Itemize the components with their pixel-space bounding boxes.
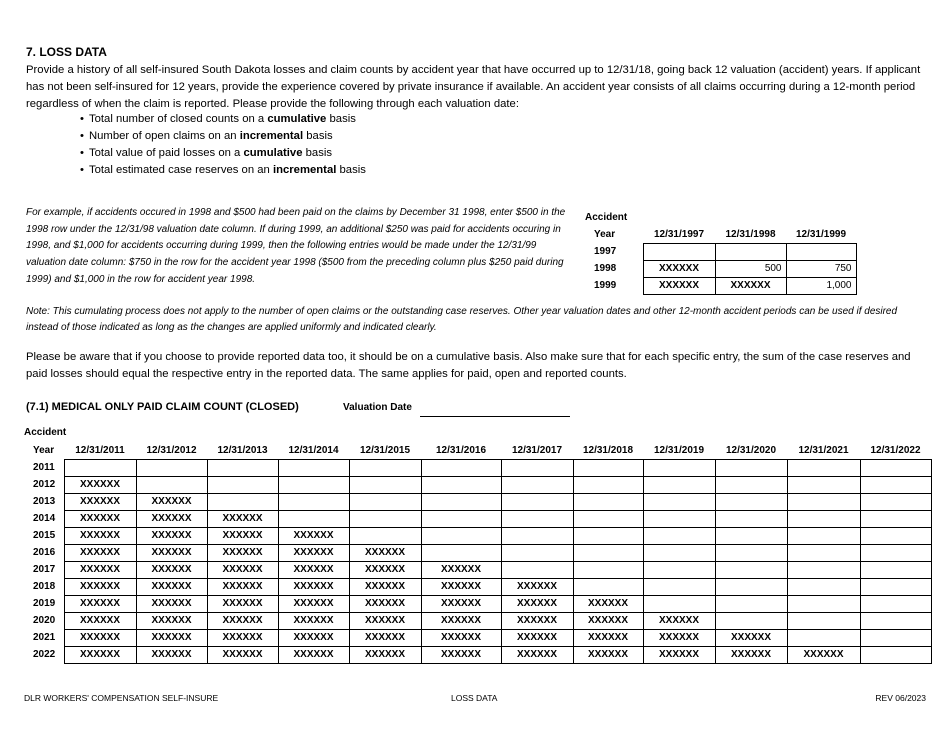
masked-cell: XXXXXX [421, 578, 501, 595]
masked-cell: XXXXXX [64, 527, 136, 544]
loss-row-year: 2012 [33, 479, 56, 490]
masked-cell: XXXXXX [278, 595, 349, 612]
subsection-heading: (7.1) MEDICAL ONLY PAID CLAIM COUNT (CLOSED) [26, 401, 299, 413]
intro-paragraph: Provide a history of all self-insured South Dakota losses and claim counts by accident year that have occurred up to 12/31/18, going back 12 valuation (accident) years. If applicant has not been self-insured for 12 years, provide the experience covered by private insurance if available. An accident year consists of all claims occurring during a 12-month period regardless of when the claim is reported. Please provide the following through each valuation date: [26, 64, 921, 110]
example-cell: XXXXXX [715, 277, 786, 294]
entry-cell[interactable] [349, 527, 421, 544]
entry-cell[interactable] [787, 459, 860, 476]
footer-right: REV 06/2023 [875, 693, 926, 703]
masked-cell: XXXXXX [136, 527, 207, 544]
entry-cell[interactable] [860, 629, 931, 646]
requirement-item: • Total value of paid losses on a cumulative basis [80, 145, 366, 162]
masked-cell: XXXXXX [136, 646, 207, 663]
example-cell: 750 [786, 260, 856, 277]
masked-cell: XXXXXX [207, 561, 278, 578]
entry-cell[interactable] [643, 578, 715, 595]
masked-cell: XXXXXX [64, 544, 136, 561]
loss-row-year: 2019 [33, 598, 56, 609]
masked-cell: XXXXXX [207, 612, 278, 629]
entry-cell[interactable] [573, 544, 643, 561]
masked-cell: XXXXXX [207, 595, 278, 612]
loss-row [24, 561, 931, 578]
entry-cell[interactable] [64, 459, 136, 476]
example-cell: XXXXXX [643, 260, 715, 277]
loss-column-header: 12/31/2015 [359, 444, 411, 456]
loss-row-year: 2018 [33, 581, 56, 592]
loss-row [24, 493, 931, 510]
loss-row [24, 544, 931, 561]
masked-cell: XXXXXX [643, 646, 715, 663]
entry-cell[interactable] [207, 493, 278, 510]
entry-cell[interactable] [787, 544, 860, 561]
example-table [585, 226, 857, 295]
masked-cell: XXXXXX [643, 629, 715, 646]
entry-cell[interactable] [349, 459, 421, 476]
masked-cell: XXXXXX [278, 578, 349, 595]
entry-cell[interactable] [715, 578, 787, 595]
loss-column-header: 12/31/2016 [435, 444, 487, 456]
entry-cell[interactable] [501, 476, 573, 493]
masked-cell: XXXXXX [136, 510, 207, 527]
entry-cell[interactable] [421, 493, 501, 510]
section-heading: 7. LOSS DATA [26, 45, 107, 59]
loss-header-row [24, 442, 931, 459]
masked-cell: XXXXXX [136, 629, 207, 646]
masked-cell: XXXXXX [64, 578, 136, 595]
footer-left: DLR WORKERS' COMPENSATION SELF-INSURE [24, 693, 219, 703]
entry-cell[interactable] [787, 578, 860, 595]
example-column-header: 12/31/1997 [653, 228, 705, 240]
example-cell [715, 243, 786, 260]
requirement-item: • Total number of closed counts on a cumulative basis [80, 111, 366, 128]
masked-cell: XXXXXX [207, 646, 278, 663]
entry-cell[interactable] [643, 527, 715, 544]
entry-cell[interactable] [787, 629, 860, 646]
entry-cell[interactable] [278, 493, 349, 510]
example-cell: 1,000 [786, 277, 856, 294]
masked-cell: XXXXXX [349, 612, 421, 629]
loss-row [24, 459, 931, 476]
entry-cell[interactable] [860, 476, 931, 493]
masked-cell: XXXXXX [64, 561, 136, 578]
loss-row-year: 2013 [33, 496, 56, 507]
entry-cell[interactable] [715, 493, 787, 510]
entry-cell[interactable] [787, 510, 860, 527]
masked-cell: XXXXXX [715, 629, 787, 646]
loss-year-header: Year [33, 445, 55, 456]
example-row [585, 260, 856, 277]
masked-cell: XXXXXX [421, 646, 501, 663]
example-cell [643, 243, 715, 260]
example-paragraph: For example, if accidents occured in 1998 and $500 had been paid on the claims by December 31 1998, enter $500 in the 1998 row under the 12/31/98 valuation date column. If during 1999, an additional $250 was paid for accidents occuring in 1998, and $1,000 for accidents occurring during 1999, then the following entries would be made under the 12/31/99 valuation date column: $750 in the row for the accident year 1998 ($500 from the preceding column plus $250 paid during 1999) and $1,000 in the row for accident year 1998. [26, 207, 566, 285]
masked-cell: XXXXXX [207, 578, 278, 595]
entry-cell[interactable] [573, 459, 643, 476]
masked-cell: XXXXXX [421, 595, 501, 612]
loss-row [24, 578, 931, 595]
masked-cell: XXXXXX [349, 544, 421, 561]
entry-cell[interactable] [421, 510, 501, 527]
entry-cell[interactable] [501, 561, 573, 578]
masked-cell: XXXXXX [278, 527, 349, 544]
loss-row [24, 612, 931, 629]
entry-cell[interactable] [421, 544, 501, 561]
entry-cell[interactable] [715, 527, 787, 544]
entry-cell[interactable] [643, 544, 715, 561]
example-accident-header: Accident [585, 212, 628, 223]
masked-cell: XXXXXX [207, 510, 278, 527]
entry-cell[interactable] [501, 459, 573, 476]
requirement-item: • Total estimated case reserves on an incremental basis [80, 162, 366, 179]
loss-column-header: 12/31/2011 [75, 444, 125, 456]
loss-row-year: 2020 [33, 615, 56, 626]
masked-cell: XXXXXX [64, 476, 136, 493]
example-row [585, 243, 856, 260]
loss-row-year: 2014 [33, 513, 56, 524]
loss-column-header: 12/31/2021 [798, 444, 849, 456]
example-column-header: 12/31/1999 [795, 228, 847, 240]
masked-cell: XXXXXX [421, 561, 501, 578]
masked-cell: XXXXXX [64, 595, 136, 612]
entry-cell[interactable] [860, 544, 931, 561]
loss-row-year: 2022 [33, 649, 56, 660]
masked-cell: XXXXXX [136, 561, 207, 578]
entry-cell[interactable] [278, 476, 349, 493]
masked-cell: XXXXXX [136, 578, 207, 595]
footer-center: LOSS DATA [451, 693, 498, 703]
masked-cell: XXXXXX [64, 646, 136, 663]
masked-cell: XXXXXX [643, 612, 715, 629]
loss-column-header: 12/31/2019 [653, 444, 705, 456]
requirement-item: • Number of open claims on an incremental basis [80, 128, 366, 145]
loss-row-year: 2015 [33, 530, 56, 541]
loss-row [24, 646, 931, 663]
reported-data-paragraph: Please be aware that if you choose to provide reported data too, it should be on a cumulative basis. Also make sure that for each specific entry, the sum of the case reserves and paid losses should equal the respective entry in the reported data. The same applies for paid, open and reported counts. [26, 351, 911, 380]
masked-cell: XXXXXX [64, 612, 136, 629]
entry-cell[interactable] [715, 544, 787, 561]
example-cell: XXXXXX [643, 277, 715, 294]
entry-cell[interactable] [136, 476, 207, 493]
loss-row-year: 2021 [33, 632, 56, 643]
masked-cell: XXXXXX [136, 544, 207, 561]
entry-cell[interactable] [715, 595, 787, 612]
entry-cell[interactable] [573, 578, 643, 595]
loss-column-header: 12/31/2013 [217, 444, 268, 456]
loss-table-body [24, 459, 931, 663]
entry-cell[interactable] [207, 476, 278, 493]
masked-cell: XXXXXX [573, 612, 643, 629]
masked-cell: XXXXXX [64, 629, 136, 646]
loss-table [24, 442, 932, 664]
entry-cell[interactable] [501, 493, 573, 510]
masked-cell: XXXXXX [64, 510, 136, 527]
masked-cell: XXXXXX [278, 629, 349, 646]
entry-cell[interactable] [349, 476, 421, 493]
entry-cell[interactable] [860, 595, 931, 612]
example-year-header: Year [594, 229, 616, 240]
masked-cell: XXXXXX [421, 629, 501, 646]
entry-cell[interactable] [643, 459, 715, 476]
masked-cell: XXXXXX [278, 561, 349, 578]
valuation-date-label: Valuation Date [343, 402, 412, 413]
masked-cell: XXXXXX [136, 595, 207, 612]
loss-row-year: 2016 [33, 547, 56, 558]
masked-cell: XXXXXX [64, 493, 136, 510]
entry-cell[interactable] [421, 527, 501, 544]
entry-cell[interactable] [421, 459, 501, 476]
masked-cell: XXXXXX [349, 629, 421, 646]
entry-cell[interactable] [501, 527, 573, 544]
masked-cell: XXXXXX [207, 544, 278, 561]
entry-cell[interactable] [501, 510, 573, 527]
entry-cell[interactable] [278, 459, 349, 476]
loss-column-header: 12/31/2018 [582, 444, 634, 456]
masked-cell: XXXXXX [278, 544, 349, 561]
masked-cell: XXXXXX [278, 612, 349, 629]
entry-cell[interactable] [787, 561, 860, 578]
entry-cell[interactable] [715, 476, 787, 493]
masked-cell: XXXXXX [349, 595, 421, 612]
entry-cell[interactable] [860, 561, 931, 578]
entry-cell[interactable] [715, 510, 787, 527]
masked-cell: XXXXXX [715, 646, 787, 663]
loss-row [24, 595, 931, 612]
entry-cell[interactable] [860, 510, 931, 527]
loss-column-header: 12/31/2017 [511, 444, 563, 456]
entry-cell[interactable] [787, 493, 860, 510]
masked-cell: XXXXXX [501, 595, 573, 612]
loss-column-header: 12/31/2020 [725, 444, 777, 456]
entry-cell[interactable] [860, 527, 931, 544]
masked-cell: XXXXXX [278, 646, 349, 663]
loss-row [24, 527, 931, 544]
entry-cell[interactable] [787, 612, 860, 629]
masked-cell: XXXXXX [573, 595, 643, 612]
note-paragraph: Note: This cumulating process does not apply to the number of open claims or the outstanding case reserves. Other year valuation dates and other 12-month accident periods can be used if desired instead of those indicated as long as the changes are applied uniformly and indicated clearly. [26, 306, 898, 333]
entry-cell[interactable] [573, 493, 643, 510]
example-cell [786, 243, 856, 260]
entry-cell[interactable] [349, 493, 421, 510]
masked-cell: XXXXXX [207, 629, 278, 646]
entry-cell[interactable] [643, 476, 715, 493]
entry-cell[interactable] [573, 561, 643, 578]
masked-cell: XXXXXX [349, 646, 421, 663]
example-row-year: 1997 [594, 246, 617, 257]
valuation-date-field[interactable] [420, 400, 570, 417]
masked-cell: XXXXXX [349, 578, 421, 595]
example-row-year: 1999 [594, 280, 617, 291]
entry-cell[interactable] [643, 561, 715, 578]
entry-cell[interactable] [643, 595, 715, 612]
masked-cell: XXXXXX [207, 527, 278, 544]
entry-cell[interactable] [787, 595, 860, 612]
entry-cell[interactable] [573, 510, 643, 527]
masked-cell: XXXXXX [501, 646, 573, 663]
loss-column-header: 12/31/2012 [146, 444, 197, 456]
loss-row-year: 2011 [33, 462, 55, 473]
entry-cell[interactable] [715, 612, 787, 629]
masked-cell: XXXXXX [787, 646, 860, 663]
loss-row-year: 2017 [33, 564, 56, 575]
entry-cell[interactable] [349, 510, 421, 527]
masked-cell: XXXXXX [136, 493, 207, 510]
entry-cell[interactable] [715, 561, 787, 578]
example-cell: 500 [715, 260, 786, 277]
loss-row [24, 629, 931, 646]
entry-cell[interactable] [787, 476, 860, 493]
masked-cell: XXXXXX [349, 561, 421, 578]
masked-cell: XXXXXX [501, 612, 573, 629]
entry-cell[interactable] [136, 459, 207, 476]
entry-cell[interactable] [421, 476, 501, 493]
example-row-year: 1998 [594, 263, 617, 274]
entry-cell[interactable] [860, 493, 931, 510]
entry-cell[interactable] [278, 510, 349, 527]
entry-cell[interactable] [860, 646, 931, 663]
masked-cell: XXXXXX [573, 646, 643, 663]
entry-cell[interactable] [573, 527, 643, 544]
entry-cell[interactable] [501, 544, 573, 561]
loss-accident-header: Accident [24, 427, 67, 438]
entry-cell[interactable] [787, 527, 860, 544]
entry-cell[interactable] [573, 476, 643, 493]
masked-cell: XXXXXX [421, 612, 501, 629]
entry-cell[interactable] [643, 510, 715, 527]
loss-column-header: 12/31/2022 [870, 444, 921, 456]
entry-cell[interactable] [860, 459, 931, 476]
loss-row [24, 510, 931, 527]
masked-cell: XXXXXX [136, 612, 207, 629]
example-row [585, 277, 856, 294]
entry-cell[interactable] [207, 459, 278, 476]
entry-cell[interactable] [715, 459, 787, 476]
masked-cell: XXXXXX [501, 578, 573, 595]
loss-row [24, 476, 931, 493]
entry-cell[interactable] [860, 578, 931, 595]
example-column-header: 12/31/1998 [725, 228, 776, 240]
masked-cell: XXXXXX [501, 629, 573, 646]
requirements-list [80, 111, 366, 179]
entry-cell[interactable] [643, 493, 715, 510]
entry-cell[interactable] [860, 612, 931, 629]
masked-cell: XXXXXX [573, 629, 643, 646]
loss-column-header: 12/31/2014 [288, 444, 339, 456]
